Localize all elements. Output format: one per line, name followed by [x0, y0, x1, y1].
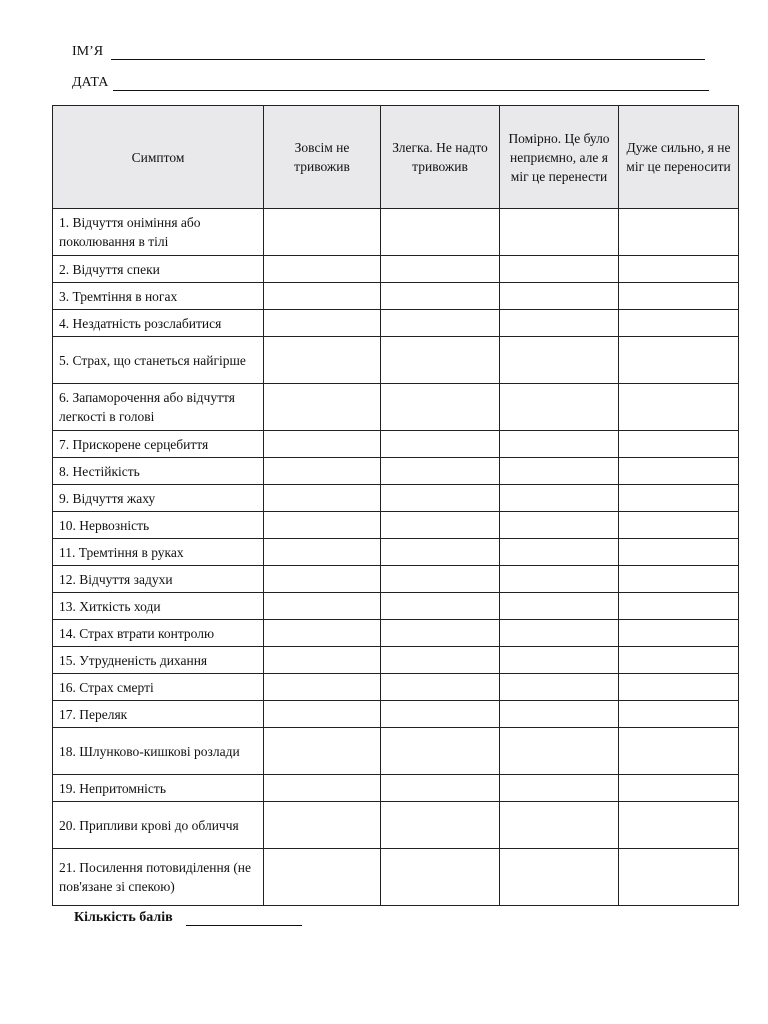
rating-moderately-cell[interactable] [500, 566, 619, 593]
rating-severely-cell[interactable] [619, 647, 739, 674]
symptom-label: 6. Запаморочення або відчуття легкості в голові [53, 384, 264, 431]
rating-mildly-cell[interactable] [381, 283, 500, 310]
rating-severely-cell[interactable] [619, 539, 739, 566]
rating-moderately-cell[interactable] [500, 384, 619, 431]
symptom-label: 8. Нестійкість [53, 458, 264, 485]
rating-not-at-all-cell[interactable] [264, 512, 381, 539]
rating-moderately-cell[interactable] [500, 337, 619, 384]
date-input-line[interactable] [113, 76, 709, 91]
rating-severely-cell[interactable] [619, 458, 739, 485]
rating-severely-cell[interactable] [619, 802, 739, 849]
rating-not-at-all-cell[interactable] [264, 337, 381, 384]
table-row [53, 337, 739, 384]
name-field-row [72, 44, 705, 60]
table-row [53, 256, 739, 283]
rating-moderately-cell[interactable] [500, 512, 619, 539]
rating-severely-cell[interactable] [619, 384, 739, 431]
table-row [53, 310, 739, 337]
rating-mildly-cell[interactable] [381, 458, 500, 485]
symptom-label: 1. Відчуття оніміння або поколювання в тілі [53, 209, 264, 256]
table-row [53, 728, 739, 775]
rating-severely-cell[interactable] [619, 620, 739, 647]
symptom-label: 4. Нездатність розслабитися [53, 310, 264, 337]
rating-moderately-cell[interactable] [500, 593, 619, 620]
table-row [53, 566, 739, 593]
table-row [53, 209, 739, 256]
rating-not-at-all-cell[interactable] [264, 209, 381, 256]
rating-not-at-all-cell[interactable] [264, 310, 381, 337]
table-row [53, 593, 739, 620]
rating-mildly-cell[interactable] [381, 337, 500, 384]
rating-not-at-all-cell[interactable] [264, 593, 381, 620]
rating-moderately-cell[interactable] [500, 283, 619, 310]
table-row [53, 283, 739, 310]
table-row [53, 802, 739, 849]
rating-mildly-cell[interactable] [381, 802, 500, 849]
symptom-label: 10. Нервозність [53, 512, 264, 539]
rating-mildly-cell[interactable] [381, 384, 500, 431]
header-mildly: Злегка. Не надто тривожив [381, 106, 500, 209]
rating-not-at-all-cell[interactable] [264, 485, 381, 512]
rating-mildly-cell[interactable] [381, 512, 500, 539]
symptom-label: 16. Страх смерті [53, 674, 264, 701]
rating-severely-cell[interactable] [619, 337, 739, 384]
rating-not-at-all-cell[interactable] [264, 647, 381, 674]
header-symptom: Симптом [53, 106, 264, 209]
score-label: Кількість балів [74, 910, 173, 925]
rating-severely-cell[interactable] [619, 431, 739, 458]
rating-not-at-all-cell[interactable] [264, 539, 381, 566]
rating-not-at-all-cell[interactable] [264, 849, 381, 906]
rating-not-at-all-cell[interactable] [264, 802, 381, 849]
rating-mildly-cell[interactable] [381, 647, 500, 674]
rating-mildly-cell[interactable] [381, 256, 500, 283]
rating-not-at-all-cell[interactable] [264, 620, 381, 647]
rating-moderately-cell[interactable] [500, 674, 619, 701]
rating-not-at-all-cell[interactable] [264, 431, 381, 458]
rating-moderately-cell[interactable] [500, 701, 619, 728]
rating-severely-cell[interactable] [619, 566, 739, 593]
rating-severely-cell[interactable] [619, 209, 739, 256]
header-moderately: Помірно. Це було неприємно, але я міг це перенести [500, 106, 619, 209]
rating-not-at-all-cell[interactable] [264, 384, 381, 431]
symptom-table-body [53, 209, 739, 906]
rating-severely-cell[interactable] [619, 593, 739, 620]
rating-moderately-cell[interactable] [500, 310, 619, 337]
symptom-label: 21. Посилення потовиділення (не пов'язане зі спекою) [53, 849, 264, 906]
rating-moderately-cell[interactable] [500, 256, 619, 283]
table-row [53, 458, 739, 485]
name-label: ІМ’Я [72, 44, 104, 59]
date-field-row [72, 75, 709, 91]
header-severely: Дуже сильно, я не міг це переносити [619, 106, 739, 209]
rating-not-at-all-cell[interactable] [264, 458, 381, 485]
rating-moderately-cell[interactable] [500, 209, 619, 256]
symptom-label: 3. Тремтіння в ногах [53, 283, 264, 310]
symptom-table [52, 105, 739, 906]
rating-mildly-cell[interactable] [381, 620, 500, 647]
symptom-label: 12. Відчуття задухи [53, 566, 264, 593]
rating-severely-cell[interactable] [619, 701, 739, 728]
rating-moderately-cell[interactable] [500, 647, 619, 674]
rating-moderately-cell[interactable] [500, 458, 619, 485]
rating-not-at-all-cell[interactable] [264, 775, 381, 802]
table-row [53, 512, 739, 539]
rating-not-at-all-cell[interactable] [264, 701, 381, 728]
symptom-label: 17. Переляк [53, 701, 264, 728]
table-row [53, 620, 739, 647]
rating-mildly-cell[interactable] [381, 775, 500, 802]
score-row [74, 910, 302, 926]
score-input-line[interactable] [186, 911, 302, 926]
symptom-label: 7. Прискорене серцебиття [53, 431, 264, 458]
rating-severely-cell[interactable] [619, 283, 739, 310]
symptom-label: 19. Непритомність [53, 775, 264, 802]
symptom-label: 14. Страх втрати контролю [53, 620, 264, 647]
rating-moderately-cell[interactable] [500, 485, 619, 512]
symptom-label: 5. Страх, що станеться найгірше [53, 337, 264, 384]
rating-mildly-cell[interactable] [381, 310, 500, 337]
rating-mildly-cell[interactable] [381, 728, 500, 775]
rating-severely-cell[interactable] [619, 256, 739, 283]
table-row [53, 384, 739, 431]
symptom-label: 15. Утрудненість дихання [53, 647, 264, 674]
table-row [53, 775, 739, 802]
rating-mildly-cell[interactable] [381, 566, 500, 593]
symptom-label: 13. Хиткість ходи [53, 593, 264, 620]
symptom-label: 9. Відчуття жаху [53, 485, 264, 512]
symptom-label: 11. Тремтіння в руках [53, 539, 264, 566]
table-row [53, 539, 739, 566]
table-row [53, 849, 739, 906]
symptom-label: 2. Відчуття спеки [53, 256, 264, 283]
rating-not-at-all-cell[interactable] [264, 256, 381, 283]
rating-severely-cell[interactable] [619, 728, 739, 775]
rating-moderately-cell[interactable] [500, 849, 619, 906]
rating-mildly-cell[interactable] [381, 485, 500, 512]
rating-not-at-all-cell[interactable] [264, 283, 381, 310]
rating-mildly-cell[interactable] [381, 209, 500, 256]
rating-mildly-cell[interactable] [381, 849, 500, 906]
rating-moderately-cell[interactable] [500, 728, 619, 775]
rating-mildly-cell[interactable] [381, 431, 500, 458]
table-row [53, 647, 739, 674]
rating-severely-cell[interactable] [619, 775, 739, 802]
rating-mildly-cell[interactable] [381, 539, 500, 566]
rating-mildly-cell[interactable] [381, 701, 500, 728]
rating-moderately-cell[interactable] [500, 775, 619, 802]
table-row [53, 701, 739, 728]
rating-severely-cell[interactable] [619, 310, 739, 337]
rating-not-at-all-cell[interactable] [264, 566, 381, 593]
table-row [53, 485, 739, 512]
table-header-row [53, 106, 739, 209]
rating-mildly-cell[interactable] [381, 674, 500, 701]
rating-not-at-all-cell[interactable] [264, 674, 381, 701]
symptom-label: 18. Шлунково-кишкові розлади [53, 728, 264, 775]
rating-moderately-cell[interactable] [500, 539, 619, 566]
rating-severely-cell[interactable] [619, 849, 739, 906]
rating-severely-cell[interactable] [619, 485, 739, 512]
rating-moderately-cell[interactable] [500, 431, 619, 458]
rating-moderately-cell[interactable] [500, 620, 619, 647]
rating-severely-cell[interactable] [619, 512, 739, 539]
rating-moderately-cell[interactable] [500, 802, 619, 849]
rating-mildly-cell[interactable] [381, 593, 500, 620]
symptom-label: 20. Припливи крові до обличчя [53, 802, 264, 849]
rating-not-at-all-cell[interactable] [264, 728, 381, 775]
rating-severely-cell[interactable] [619, 674, 739, 701]
table-row [53, 431, 739, 458]
header-not-at-all: Зовсім не тривожив [264, 106, 381, 209]
date-label: ДАТА [72, 75, 109, 90]
name-input-line[interactable] [111, 45, 705, 60]
table-row [53, 674, 739, 701]
